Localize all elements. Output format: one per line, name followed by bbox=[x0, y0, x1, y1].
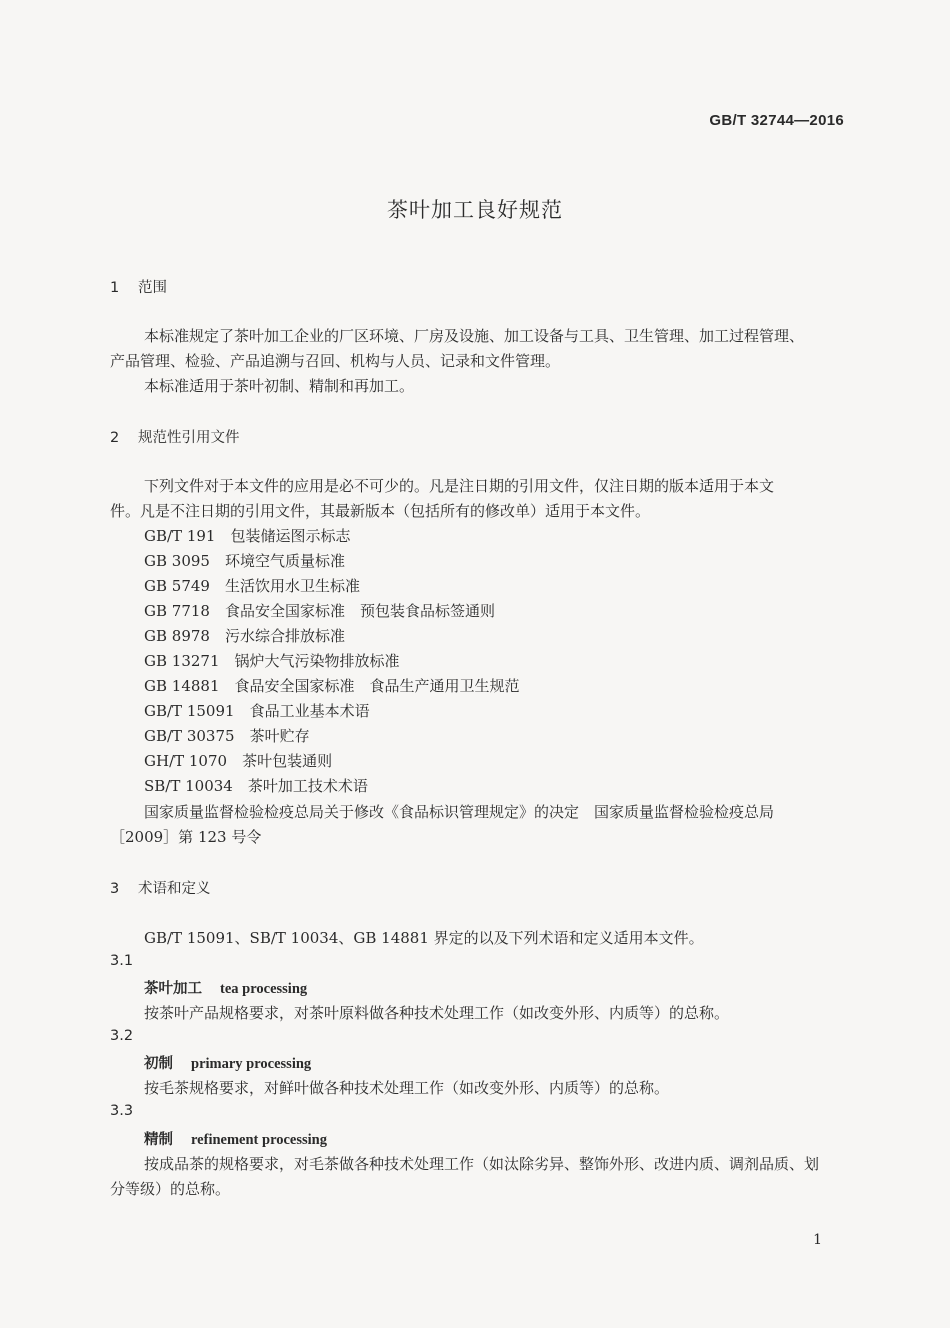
paragraph-line: 件。凡是不注日期的引用文件，其最新版本（包括所有的修改单）适用于本文件。 bbox=[110, 502, 651, 520]
section-number: 3 bbox=[110, 881, 120, 897]
section-title: 规范性引用文件 bbox=[138, 430, 240, 446]
paragraph-line: 本标准适用于茶叶初制、精制和再加工。 bbox=[144, 377, 415, 395]
reference-item: GB 14881 食品安全国家标准 食品生产通用卫生规范 bbox=[144, 677, 520, 695]
reference-item: GH/T 1070 茶叶包装通则 bbox=[144, 752, 333, 770]
section-3-heading bbox=[110, 877, 211, 898]
paragraph-line: 本标准规定了茶叶加工企业的厂区环境、厂房及设施、加工设备与工具、卫生管理、加工过程管理、 bbox=[144, 327, 805, 345]
paragraph-line: ［2009］第 123 号令 bbox=[110, 828, 262, 846]
reference-item: GB/T 30375 茶叶贮存 bbox=[144, 727, 310, 745]
section-number: 1 bbox=[110, 280, 120, 296]
page-title: 茶叶加工良好规范 bbox=[387, 198, 563, 222]
term-definition: 分等级）的总称。 bbox=[110, 1180, 231, 1198]
section-title: 范围 bbox=[138, 280, 167, 296]
paragraph-line: 产品管理、检验、产品追溯与召回、机构与人员、记录和文件管理。 bbox=[110, 352, 561, 370]
section-1-heading bbox=[110, 276, 167, 297]
section-number: 2 bbox=[110, 430, 120, 446]
term-number: 3.1 bbox=[110, 953, 134, 969]
term-number: 3.2 bbox=[110, 1028, 134, 1044]
reference-item: GB 5749 生活饮用水卫生标准 bbox=[144, 577, 360, 595]
reference-item: GB 3095 环境空气质量标准 bbox=[144, 552, 345, 570]
reference-item: GB 13271 锅炉大气污染物排放标准 bbox=[144, 652, 400, 670]
page-number: 1 bbox=[813, 1232, 822, 1248]
term-number: 3.3 bbox=[110, 1103, 134, 1119]
paragraph-line: 下列文件对于本文件的应用是必不可少的。凡是注日期的引用文件，仅注日期的版本适用于本文 bbox=[144, 477, 775, 495]
term-definition: 按成品茶的规格要求，对毛茶做各种技术处理工作（如汰除劣异、整饰外形、改进内质、调剂品质、划 bbox=[144, 1155, 820, 1173]
reference-item: GB/T 191 包装储运图示标志 bbox=[144, 527, 351, 545]
term-definition: 按茶叶产品规格要求，对茶叶原料做各种技术处理工作（如改变外形、内质等）的总称。 bbox=[144, 1004, 730, 1022]
term-heading: 初制 primary processing bbox=[144, 1056, 312, 1072]
term-definition: 按毛茶规格要求，对鲜叶做各种技术处理工作（如改变外形、内质等）的总称。 bbox=[144, 1079, 670, 1097]
term-heading: 茶叶加工 tea processing bbox=[144, 981, 308, 997]
reference-item: GB/T 15091 食品工业基本术语 bbox=[144, 702, 370, 720]
reference-item: GB 7718 食品安全国家标准 预包装食品标签通则 bbox=[144, 602, 495, 620]
reference-item: GB 8978 污水综合排放标准 bbox=[144, 627, 345, 645]
paragraph-line: GB/T 15091、SB/T 10034、GB 14881 界定的以及下列术语和定义适用本文件。 bbox=[144, 929, 704, 947]
standard-number: GB/T 32744—2016 bbox=[709, 112, 844, 129]
section-2-heading bbox=[110, 426, 240, 447]
section-title: 术语和定义 bbox=[138, 881, 211, 897]
paragraph-line: 国家质量监督检验检疫总局关于修改《食品标识管理规定》的决定 国家质量监督检验检疫总局 bbox=[144, 803, 775, 821]
reference-item: SB/T 10034 茶叶加工技术术语 bbox=[144, 777, 368, 795]
term-heading: 精制 refinement processing bbox=[144, 1132, 327, 1148]
